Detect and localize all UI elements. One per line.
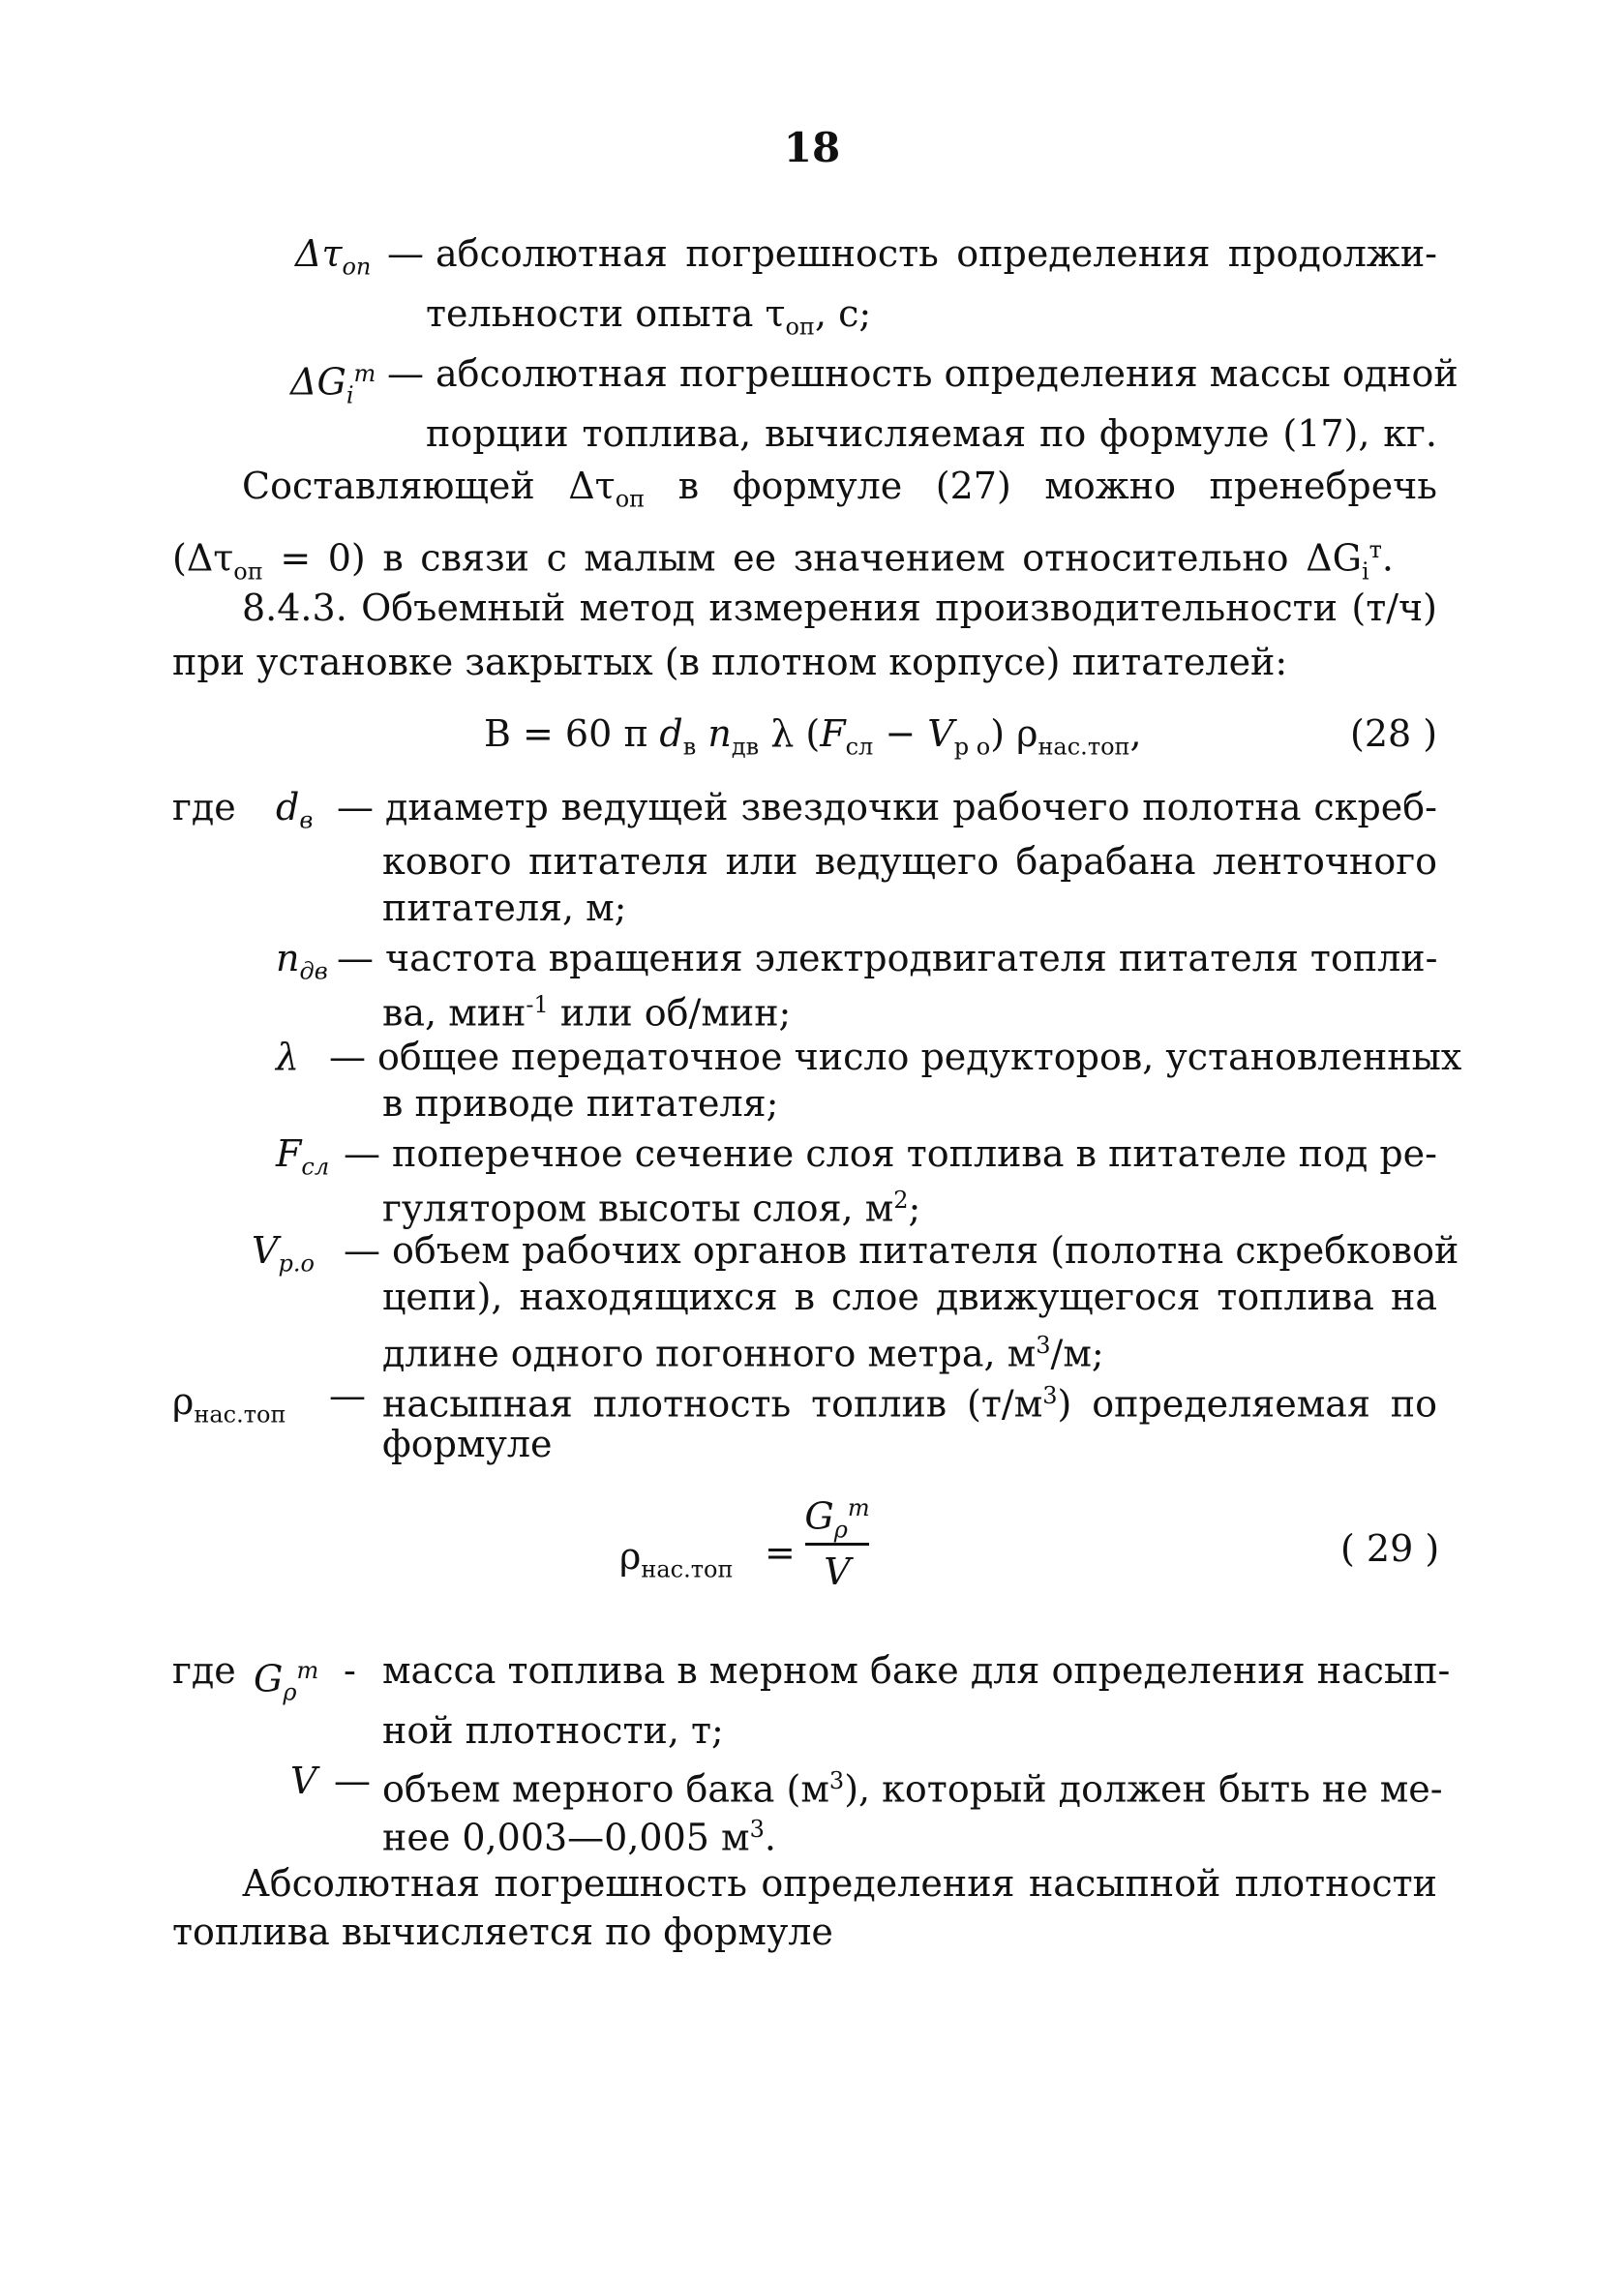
symbol-g-rho: $G_\rho^т$ — [254, 1657, 319, 1706]
definition-line: цепи), находящихся в слое движущегося топлива на — [382, 1276, 1437, 1318]
equation-29-lhs: $\rho_{нас.топ}$ — [619, 1535, 734, 1583]
dash: — — [387, 352, 424, 395]
definition-line: объем рабочих органов питателя (полотна скребковой — [392, 1229, 1459, 1272]
fraction-bar — [805, 1543, 869, 1546]
equation-29-equals: = — [765, 1531, 796, 1574]
definition-line: общее передаточное число редукторов, установленных — [377, 1036, 1462, 1078]
paragraph-line: $(\Delta\tau_{оп} = 0)$ в связи с малым ее значением относительно $\Delta G_i^т$. — [172, 536, 1394, 586]
dash: — — [329, 1374, 366, 1417]
definition-line: частота вращения электродвигателя питателя топли- — [385, 937, 1438, 979]
definition-line: нее 0,003—0,005 $м^3$. — [382, 1816, 776, 1859]
definition-line: формуле — [382, 1423, 553, 1465]
equation-number-29: ( 29 ) — [1340, 1527, 1440, 1570]
symbol-v: V — [290, 1760, 317, 1802]
dash: — — [387, 232, 424, 275]
definition-line: гулятором высоты слоя, $м^2$; — [382, 1187, 921, 1230]
symbol-v-ro: $V_{р.о}$ — [252, 1229, 315, 1278]
definition-line: порции топлива, вычисляемая по формуле (17), кг. — [426, 412, 1437, 455]
symbol-delta-g: $\Delta G_i^т$ — [290, 360, 376, 409]
section-heading-line: при установке закрытых (в плотном корпусе) питателей: — [172, 641, 1288, 683]
equation-28: B = 60 π $d_в$ $n_{дв}$ λ $(F_{сл} - V_{р о})$ $\rho_{нас.топ}$, — [484, 712, 1142, 761]
symbol-delta-tau: $\Delta\tau_{оп}$ — [295, 232, 372, 281]
paragraph-line: Абсолютная погрешность определения насыпной плотности — [242, 1862, 1437, 1905]
symbol-f-sl: $F_{сл}$ — [276, 1132, 330, 1181]
section-heading-line: 8.4.3. Объемный метод измерения производительности (т/ч) — [242, 587, 1437, 629]
equation-29-denominator: V — [824, 1550, 851, 1593]
dash: — — [337, 786, 374, 828]
paragraph-line: топлива вычисляется по формуле — [172, 1911, 833, 1953]
definition-line: поперечное сечение слоя топлива в питателе под ре- — [392, 1132, 1437, 1175]
symbol-rho-nas-top: $\rho_{нас.топ}$ — [172, 1380, 286, 1429]
symbol-lambda: λ — [276, 1036, 300, 1078]
definition-line: масса топлива в мерном баке для определения насып- — [382, 1649, 1451, 1692]
where-label: где — [172, 1649, 236, 1692]
definition-line: абсолютная погрешность определения массы одной — [436, 352, 1459, 395]
equation-number-28: (28 ) — [1350, 712, 1438, 755]
dash: — — [344, 1132, 380, 1175]
definition-line: кового питателя или ведущего барабана ленточного — [382, 840, 1437, 883]
page-number: 18 — [783, 124, 841, 171]
definition-line: в приводе питателя; — [382, 1082, 779, 1125]
definition-line: диаметр ведущей звездочки рабочего полотна скреб- — [385, 786, 1437, 828]
dash: — — [344, 1229, 380, 1272]
dash: — — [337, 937, 374, 979]
paragraph-line: Составляющей $\Delta\tau_{оп}$ в формуле (27) можно пренебречь — [242, 465, 1437, 513]
dash: — — [334, 1760, 371, 1802]
equation-29-numerator: $G_\rho^т$ — [804, 1494, 870, 1544]
definition-line: тельности опыта $\tau_{оп}$, с; — [426, 292, 872, 341]
definition-line: насыпная плотность топлив $(т/м^3)$ определяемая по — [382, 1382, 1438, 1426]
definition-line: ва, мин$^{-1}$ или об/мин; — [382, 991, 792, 1035]
definition-line: питателя, м; — [382, 887, 627, 929]
where-label: где — [172, 786, 236, 828]
dash: - — [344, 1649, 356, 1692]
definition-line: объем мерного бака $(м^3)$, который должен быть не ме- — [382, 1767, 1443, 1811]
dash: — — [329, 1036, 366, 1078]
definition-line: длине одного погонного метра, $м^3/м$; — [382, 1332, 1104, 1375]
definition-line: ной плотности, т; — [382, 1709, 724, 1752]
symbol-n-dv: $n_{дв}$ — [276, 937, 328, 985]
definition-line: абсолютная погрешность определения продолжи- — [436, 232, 1437, 275]
symbol-d-v: $d_в$ — [276, 786, 314, 834]
